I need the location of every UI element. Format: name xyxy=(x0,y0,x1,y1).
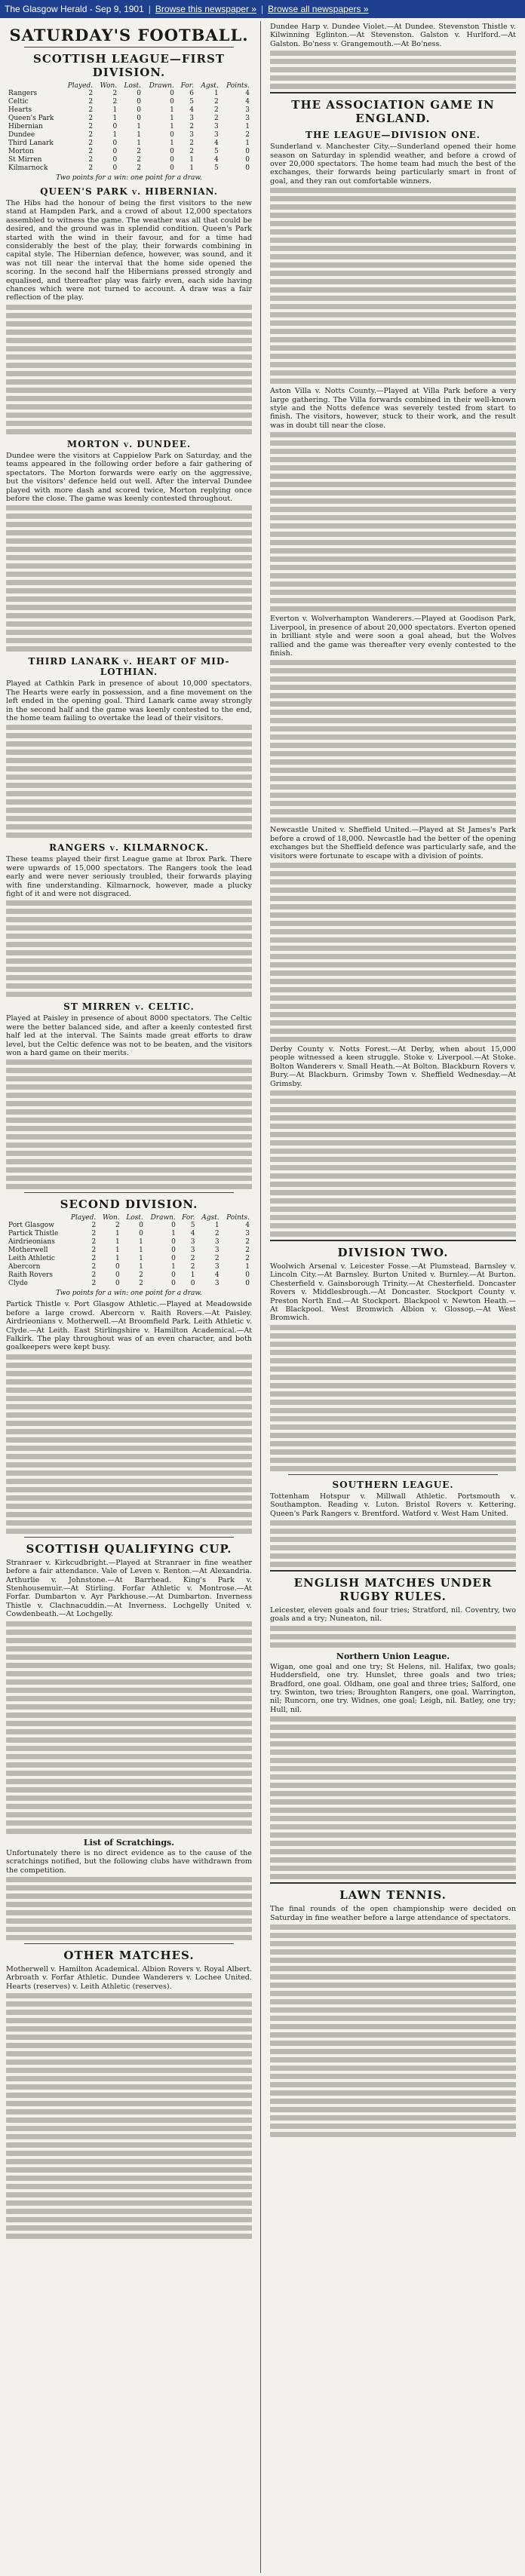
table-cell: 0 xyxy=(190,1280,195,1288)
table-cell: 2 xyxy=(88,106,94,114)
table-cell: 2 xyxy=(245,1238,250,1247)
rugby-results: Leicester, eleven goals and four tries; Stratford, nil. Coventry, two goals and a try; Nuneaton, nil. xyxy=(270,1606,516,1624)
table-cell: 0 xyxy=(137,106,141,114)
table-cell: 2 xyxy=(91,1263,97,1271)
table-cell: 2 xyxy=(214,1230,220,1238)
second-division-heading: SECOND DIVISION. xyxy=(60,1198,198,1212)
table-cell: 4 xyxy=(245,90,250,97)
left-column xyxy=(0,18,256,2576)
table-cell: 1 xyxy=(115,1247,120,1255)
table-row xyxy=(6,1222,252,1230)
match-report: Everton v. Wolverhampton Wanderers.—Played at Goodison Park, Liverpool, in presence of about 20,000 spectators. Everton opened in brilliant style and were soon a goal ahead, but the Wolves rallied and the game was thereafter very evenly contested to the finish. xyxy=(270,615,516,658)
table-cell: 2 xyxy=(88,156,94,164)
table-cell: 0 xyxy=(170,90,174,97)
table-cell: 0 xyxy=(115,1271,120,1280)
table-row xyxy=(6,90,252,98)
club-name: Port Glasgow xyxy=(8,1222,54,1230)
table-cell: 2 xyxy=(214,115,219,122)
cup-report: Stranraer v. Kirkcudbright.—Played at Stranraer in fine weather before a fair attendance. Vale of Leven v. Renton.—At Alexandria. Arthurlie v. Johnstone.—At Barrhead. King's Park v. Stenhousemuir.—At Stirling. Forfar Athletic v. Montrose.—At Forfar. Dumbarton v. Ayr Parkhouse.—At Dumbarton. Inverness Thistle v. Clachnacuddin.—At Inverness. Lochgelly United v. Cowdenbeath.—At Lochgelly. xyxy=(6,1558,252,1619)
table-cell: 2 xyxy=(214,1255,220,1263)
other-matches-text: Motherwell v. Hamilton Academical. Albion Rovers v. Royal Albert. Arbroath v. Forfar Athletic. Dundee Wanderers v. Lochee United. Hearts (reserves) v. Leith Athletic (reserves). xyxy=(6,1964,252,1991)
match-report: Played at Cathkin Park in presence of about 10,000 spectators. The Hearts were early in possession, and a fine movement on the left ended in the opening goal. Third Lanark came away strongly in the second half and the game was keenly contested to the end, the home team failing to overtake the lead of their visitors. xyxy=(6,679,252,722)
table-cell: 2 xyxy=(190,1263,195,1271)
table-cell: 5 xyxy=(190,1222,195,1230)
club-name: Dundee xyxy=(8,131,35,139)
table-cell: 1 xyxy=(189,156,194,164)
table-cell: 1 xyxy=(170,123,174,130)
table-cell: 2 xyxy=(88,148,94,155)
table-cell: 2 xyxy=(88,131,94,139)
table-cell: 1 xyxy=(139,1247,143,1255)
table-cell: 1 xyxy=(112,115,118,122)
second-division-table xyxy=(6,1214,252,1288)
table-cell: 2 xyxy=(91,1280,97,1288)
table-row xyxy=(6,1255,252,1263)
table-cell: 0 xyxy=(112,123,118,130)
cup-results-continued: Dundee Harp v. Dundee Violet.—At Dundee. Stevenston Thistle v. Kilwinning Eglinton.—At Stevenston. Galston v. Hurlford.—At Galston. Bo'ness v. Grangemouth.—At Bo'ness. xyxy=(270,23,516,48)
table-cell: 2 xyxy=(189,123,194,130)
club-name: Queen's Park xyxy=(8,115,54,122)
rugby-heading: ENGLISH MATCHES UNDER RUGBY RULES. xyxy=(293,1576,493,1604)
match-heading: ST MIRREN v. CELTIC. xyxy=(63,1001,195,1013)
table-cell: 0 xyxy=(170,98,174,106)
right-column xyxy=(264,18,520,2576)
table-cell: 3 xyxy=(214,1263,220,1271)
table-cell: 1 xyxy=(137,131,141,139)
table-cell: 1 xyxy=(115,1238,120,1247)
club-name: St Mirren xyxy=(8,156,42,164)
table-cell: 2 xyxy=(190,1255,195,1263)
club-name: Partick Thistle xyxy=(8,1230,59,1238)
table-cell: 0 xyxy=(137,98,141,106)
match-report: Newcastle United v. Sheffield United.—Played at St James's Park before a crowd of 18,000. Newcastle had the better of the opening exchanges but the Sheffield defence was particularly safe, and the visitors were fortunate to escape with a division of points. xyxy=(270,826,516,860)
table-cell: 2 xyxy=(189,148,194,155)
table-cell: 5 xyxy=(214,148,219,155)
table-cell: 1 xyxy=(245,1263,250,1271)
table-note: Two points for a win: one point for a draw. xyxy=(56,1290,202,1298)
northern-union-heading: Northern Union League. xyxy=(336,1651,450,1661)
match-heading: QUEEN'S PARK v. HIBERNIAN. xyxy=(40,186,218,197)
match-report: Played at Paisley in presence of about 8000 spectators. The Celtic were the better balanced side, and after a keenly contested first half led at the interval. The Saints made great efforts to draw level, but the Celtic defence was not to be beaten, and the visitors won a hard game on their merits. xyxy=(6,1014,252,1057)
table-cell: 1 xyxy=(115,1230,120,1238)
divider xyxy=(288,1474,498,1475)
division-two-heading: DIVISION TWO. xyxy=(337,1245,449,1259)
match-heading: RANGERS v. KILMARNOCK. xyxy=(49,842,209,854)
rugby-results: Wigan, one goal and one try; St Helens, nil. Halifax, two goals; Huddersfield, one try. Hunslet, three goals and two tries; Bradford, one goal. Oldham, one goal and three tries; Salford, one try. Swinton, two tries; Broughton Rangers, one goal. Warrington, nil; Runcorn, one try. Widnes, one goal; Leigh, nil. Batley, one try; Hull, nil. xyxy=(270,1662,516,1714)
club-name: Airdrieonians xyxy=(8,1238,55,1247)
table-cell: 2 xyxy=(245,1247,250,1255)
table-row xyxy=(6,123,252,131)
club-name: Celtic xyxy=(8,98,29,106)
first-division-heading: SCOTTISH LEAGUE—FIRST DIVISION. xyxy=(33,52,225,79)
table-cell: 0 xyxy=(137,115,141,122)
table-cell: 2 xyxy=(91,1255,97,1263)
club-name: Motherwell xyxy=(8,1247,48,1255)
table-row xyxy=(6,148,252,156)
table-cell: 3 xyxy=(189,115,194,122)
table-cell: 0 xyxy=(171,1238,176,1247)
table-cell: 0 xyxy=(245,164,250,172)
table-cell: 2 xyxy=(214,98,219,106)
lawn-tennis-heading: LAWN TENNIS. xyxy=(339,1888,447,1903)
main-headline: SATURDAY'S FOOTBALL. xyxy=(9,26,249,44)
table-cell: 2 xyxy=(91,1230,97,1238)
table-cell: 6 xyxy=(189,90,194,97)
table-cell: 0 xyxy=(171,1222,176,1230)
table-cell: 1 xyxy=(171,1230,176,1238)
table-row xyxy=(6,131,252,140)
table-header-row: Played. Won. Lost. Drawn. For. Agst. Points. xyxy=(67,82,250,90)
club-name: Leith Athletic xyxy=(8,1255,55,1263)
table-cell: 1 xyxy=(137,123,141,130)
table-row xyxy=(6,115,252,123)
table-cell: 3 xyxy=(245,115,250,122)
table-cell: 0 xyxy=(112,164,118,172)
club-name: Raith Rovers xyxy=(8,1271,54,1280)
table-cell: 0 xyxy=(115,1280,120,1288)
other-matches-heading: OTHER MATCHES. xyxy=(63,1948,195,1962)
table-cell: 2 xyxy=(91,1238,97,1247)
table-note: Two points for a win: one point for a draw. xyxy=(56,174,202,182)
table-cell: 3 xyxy=(245,1230,250,1238)
table-cell: 2 xyxy=(245,131,250,139)
table-cell: 0 xyxy=(245,1271,250,1280)
qualifying-cup-heading: SCOTTISH QUALIFYING CUP. xyxy=(26,1541,232,1556)
match-report: Aston Villa v. Notts County.—Played at Villa Park before a very large gathering. The Villa forwards combined in their well-known style and the Notts defence was severely tested from start to finish. The visitors, however, stuck to their work, and the result was in doubt till near the close. xyxy=(270,387,516,430)
club-name: Third Lanark xyxy=(8,140,54,147)
table-cell: 0 xyxy=(171,1280,176,1288)
match-report: Sunderland v. Manchester City.—Sunderland opened their home season on Saturday in splendid weather, and before a crowd of over 20,000 spectators. The home team had much the best of the exchanges, their forwards being particularly smart in front of goal, and they ran out comfortable winners. xyxy=(270,143,516,186)
table-cell: 5 xyxy=(214,164,219,172)
table-cell: 2 xyxy=(91,1271,97,1280)
table-cell: 2 xyxy=(189,140,194,147)
table-cell: 2 xyxy=(139,1271,143,1280)
table-cell: 1 xyxy=(170,106,174,114)
browse-all-newspapers-link[interactable]: Browse all newspapers » xyxy=(268,4,369,14)
table-cell: 1 xyxy=(245,140,250,147)
table-cell: 1 xyxy=(112,131,118,139)
table-cell: 3 xyxy=(245,106,250,114)
table-cell: 4 xyxy=(214,156,219,164)
browse-this-newspaper-link[interactable]: Browse this newspaper » xyxy=(155,4,256,14)
table-cell: 0 xyxy=(245,148,250,155)
match-heading: THIRD LANARK v. HEART OF MID-LOTHIAN. xyxy=(28,656,230,678)
newspaper-page xyxy=(0,18,525,2576)
club-name: Abercorn xyxy=(8,1263,41,1271)
table-cell: 2 xyxy=(88,164,94,172)
table-cell: 1 xyxy=(115,1255,120,1263)
table-cell: 1 xyxy=(170,140,174,147)
table-cell: 3 xyxy=(190,1247,195,1255)
club-name: Kilmarnock xyxy=(8,164,48,172)
match-report: The Hibs had the honour of being the first visitors to the new stand at Hampden Park, and a crowd of about 12,000 spectators assembled to witness the game. The weather was all that could be desired, and the ground was in splendid condition. Queen's Park started with the wind in their favour, and for a time had considerably the best of the play, their forwards combining in capital style. The Hibernian defence, however, was sound, and it was not till near the interval that the home side opened the scoring. In the second half the Hibernians pressed strongly and equalised, and thereafter play was fairly even, each side having chances which were not turned to account. A draw was a fair reflection of the play. xyxy=(6,199,252,302)
table-cell: 0 xyxy=(112,148,118,155)
table-cell: 1 xyxy=(171,1263,176,1271)
table-cell: 0 xyxy=(245,1280,250,1288)
table-cell: 2 xyxy=(91,1247,97,1255)
table-cell: 4 xyxy=(214,1271,220,1280)
table-cell: 1 xyxy=(214,1222,220,1230)
table-cell: 0 xyxy=(170,131,174,139)
table-cell: 4 xyxy=(190,1230,195,1238)
table-row xyxy=(6,1247,252,1255)
table-header-row: Played. Won. Lost. Drawn. For. Agst. Points. xyxy=(70,1214,250,1222)
scratchings-text: Unfortunately there is no direct evidence as to the cause of the scratchings notified, but the following clubs have withdrawn from the competition. xyxy=(6,1848,252,1875)
match-report: Derby County v. Notts Forest.—At Derby, when about 15,000 people witnessed a keen struggle. Stoke v. Liverpool.—At Stoke. Bolton Wanderers v. Small Heath.—At Bolton. Blackburn Rovers v. Bury.—At Blackburn. Grimsby Town v. Sheffield Wednesday.—At Grimsby. xyxy=(270,1044,516,1088)
table-row xyxy=(6,1238,252,1247)
divider xyxy=(24,47,234,48)
table-cell: 0 xyxy=(170,156,174,164)
match-report: These teams played their first League game at Ibrox Park. There were upwards of 15,000 spectators. The Rangers took the lead early and were never seriously troubled, their forwards playing with fine understanding. Kilmarnock, however, made a plucky fight of it and were not disgraced. xyxy=(6,855,252,898)
results-report: Partick Thistle v. Port Glasgow Athletic.—Played at Meadowside before a large crowd. Abercorn v. Raith Rovers.—At Paisley. Airdrieonians v. Motherwell.—At Broomfield Park. Leith Athletic v. Clyde.—At Leith. East Stirlingshire v. Hamilton Academical.—At Falkirk. The play throughout was of an even character, and both goalkeepers were kept busy. xyxy=(6,1300,252,1352)
table-cell: 0 xyxy=(170,148,174,155)
table-cell: 3 xyxy=(214,1247,220,1255)
table-cell: 0 xyxy=(139,1230,143,1238)
table-cell: 0 xyxy=(171,1271,176,1280)
table-cell: 0 xyxy=(245,156,250,164)
club-name: Hearts xyxy=(8,106,32,114)
table-cell: 4 xyxy=(245,1222,250,1230)
table-cell: 0 xyxy=(112,140,118,147)
table-cell: 0 xyxy=(115,1263,120,1271)
divider xyxy=(270,1240,516,1241)
club-name: Hibernian xyxy=(8,123,43,130)
table-row xyxy=(6,1263,252,1271)
table-cell: 3 xyxy=(214,1280,220,1288)
table-cell: 1 xyxy=(139,1238,143,1247)
table-row xyxy=(6,140,252,148)
table-cell: 2 xyxy=(88,140,94,147)
table-cell: 0 xyxy=(137,90,141,97)
match-report: Dundee were the visitors at Cappielow Park on Saturday, and the teams appeared in the following order before a fair gathering of spectators. The Morton forwards were early on the aggressive, but the visitors' defence held out well. After the interval Dundee played with more dash and scored twice, Morton replying once before the close. The game was keenly contested throughout. xyxy=(6,451,252,503)
table-cell: 0 xyxy=(171,1255,176,1263)
table-cell: 4 xyxy=(245,98,250,106)
divider xyxy=(24,1192,234,1193)
table-cell: 0 xyxy=(171,1247,176,1255)
table-cell: 2 xyxy=(115,1222,120,1230)
table-cell: 1 xyxy=(139,1263,143,1271)
table-row xyxy=(6,164,252,173)
tennis-text: The final rounds of the open championship were decided on Saturday in fine weather before a large attendance of spectators. xyxy=(270,1905,516,1922)
table-cell: 1 xyxy=(137,140,141,147)
table-cell: 4 xyxy=(214,140,219,147)
club-name: Morton xyxy=(8,148,34,155)
division-two-text: Woolwich Arsenal v. Leicester Fosse.—At Plumstead. Barnsley v. Lincoln City.—At Barnsley. Burton United v. Burnley.—At Burton. Chesterfield v. Gainsborough Trinity.—At Chesterfield. Doncaster Rovers v. Middlesbrough.—At Doncaster. Stockport County v. Preston North End.—At Stockport. Blackpool v. Newton Heath.—At Blackpool. West Bromwich Albion v. Glossop.—At West Bromwich. xyxy=(270,1262,516,1323)
table-cell: 5 xyxy=(189,98,194,106)
southern-league-heading: SOUTHERN LEAGUE. xyxy=(332,1479,454,1490)
club-name: Rangers xyxy=(8,90,38,97)
table-cell: 4 xyxy=(189,106,194,114)
match-heading: MORTON v. DUNDEE. xyxy=(66,438,192,449)
divider xyxy=(270,1570,516,1572)
divider xyxy=(270,1882,516,1884)
column-divider xyxy=(260,21,261,2573)
table-cell: 2 xyxy=(137,156,141,164)
table-cell: 2 xyxy=(112,90,118,97)
table-row xyxy=(6,1280,252,1288)
table-cell: 2 xyxy=(137,164,141,172)
table-cell: 0 xyxy=(170,164,174,172)
table-cell: 2 xyxy=(88,98,94,106)
table-cell: 1 xyxy=(170,115,174,122)
table-cell: 2 xyxy=(137,148,141,155)
table-cell: 3 xyxy=(214,131,219,139)
table-cell: 3 xyxy=(214,123,219,130)
table-cell: 1 xyxy=(139,1255,143,1263)
table-row xyxy=(6,98,252,106)
table-cell: 2 xyxy=(112,98,118,106)
table-cell: 1 xyxy=(189,164,194,172)
first-division-table xyxy=(6,82,252,173)
southern-league-text: Tottenham Hotspur v. Millwall Athletic. Portsmouth v. Southampton. Reading v. Luton. Bristol Rovers v. Kettering. Queen's Park Rangers v. Brentford. Watford v. West Ham United. xyxy=(270,1492,516,1518)
table-cell: 1 xyxy=(190,1271,195,1280)
scratchings-heading: List of Scratchings. xyxy=(83,1837,175,1848)
table-cell: 2 xyxy=(91,1222,97,1230)
table-cell: 2 xyxy=(88,123,94,130)
table-cell: 3 xyxy=(189,131,194,139)
table-cell: 3 xyxy=(190,1238,195,1247)
table-cell: 3 xyxy=(214,1238,220,1247)
newspaper-title: The Glasgow Herald - Sep 9, 1901 xyxy=(5,4,144,14)
table-row xyxy=(6,1230,252,1238)
site-header-bar: The Glasgow Herald - Sep 9, 1901 | Browse this newspaper » | Browse all newspapers » xyxy=(0,0,525,18)
divider xyxy=(270,92,516,94)
table-cell: 2 xyxy=(214,106,219,114)
table-cell: 2 xyxy=(88,115,94,122)
table-cell: 1 xyxy=(112,106,118,114)
english-association-heading: THE ASSOCIATION GAME IN ENGLAND. xyxy=(291,98,495,126)
table-cell: 2 xyxy=(245,1255,250,1263)
table-row xyxy=(6,1271,252,1280)
table-cell: 0 xyxy=(139,1222,143,1230)
table-cell: 1 xyxy=(214,90,219,97)
league-division-one-heading: THE LEAGUE—DIVISION ONE. xyxy=(305,130,480,141)
table-row xyxy=(6,106,252,115)
table-row xyxy=(6,156,252,164)
table-cell: 0 xyxy=(112,156,118,164)
table-cell: 2 xyxy=(88,90,94,97)
table-cell: 1 xyxy=(245,123,250,130)
table-cell: 2 xyxy=(139,1280,143,1288)
divider xyxy=(24,1943,234,1944)
divider xyxy=(24,1537,234,1538)
club-name: Clyde xyxy=(8,1280,28,1288)
